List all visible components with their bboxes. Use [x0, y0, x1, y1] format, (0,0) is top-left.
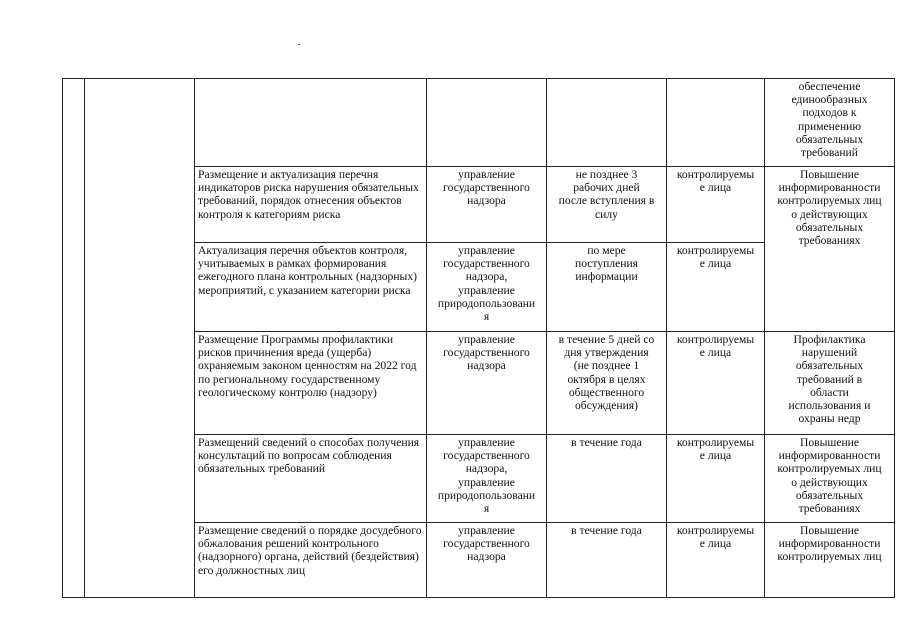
recipients-cell: контролируемы е лица — [667, 435, 765, 523]
measure-cell: Актуализация перечня объектов контроля, учитываемых в рамках формирования ежегодного плана контрольных (надзорных) мероприятий, с указанием категории риска — [195, 243, 427, 332]
responsible-cell: управление государственного надзора — [427, 523, 547, 598]
measure-cell — [195, 79, 427, 167]
measures-table — [62, 78, 895, 598]
number-column-cell — [63, 79, 85, 598]
measure-cell: Размещение сведений о порядке досудебного обжалования решений контрольного (надзорного) органа, действий (бездействия) его должностных лиц — [195, 523, 427, 598]
recipients-cell: контролируемы е лица — [667, 167, 765, 243]
result-cell: Профилактика нарушений обязательных требований в области использования и охраны недр — [765, 332, 895, 435]
result-cell: Повышение информированности контролируемых лиц о действующих обязательных требованиях — [765, 435, 895, 523]
recipients-cell: контролируемы е лица — [667, 523, 765, 598]
recipients-cell: контролируемы е лица — [667, 332, 765, 435]
measure-cell: Размещение Программы профилактики рисков причинения вреда (ущерба) охраняемым законом ценностям на 2022 год по региональному государственному геологическому контролю (надзору) — [195, 332, 427, 435]
deadline-cell: в течение года — [547, 523, 667, 598]
deadline-cell: не позднее 3 рабочих дней после вступления в силу — [547, 167, 667, 243]
measure-cell: Размещений сведений о способах получения консультаций по вопросам соблюдения обязательных требований — [195, 435, 427, 523]
responsible-cell: управление государственного надзора — [427, 332, 547, 435]
responsible-cell: управление государственного надзора, управление природопользовани я — [427, 435, 547, 523]
result-cell: Повышение информированности контролируемых лиц о действующих обязательных требованиях — [765, 167, 895, 332]
deadline-cell: в течение 5 дней со дня утверждения (не позднее 1 октября в целях общественного обсуждения) — [547, 332, 667, 435]
recipients-cell: контролируемы е лица — [667, 243, 765, 332]
result-cell: Повышение информированности контролируемых лиц — [765, 523, 895, 598]
deadline-cell: по мере поступления информации — [547, 243, 667, 332]
measure-cell: Размещение и актуализация перечня индикаторов риска нарушения обязательных требований, порядок отнесения объектов контроля к категориям риска — [195, 167, 427, 243]
section-column-cell — [85, 79, 195, 598]
result-cell: обеспечение единообразных подходов к применению обязательных требований — [765, 79, 895, 167]
recipients-cell — [667, 79, 765, 167]
responsible-cell: управление государственного надзора — [427, 167, 547, 243]
table-row — [63, 79, 895, 167]
deadline-cell — [547, 79, 667, 167]
responsible-cell — [427, 79, 547, 167]
scan-artifact — [298, 44, 300, 45]
responsible-cell: управление государственного надзора, управление природопользовани я — [427, 243, 547, 332]
deadline-cell: в течение года — [547, 435, 667, 523]
